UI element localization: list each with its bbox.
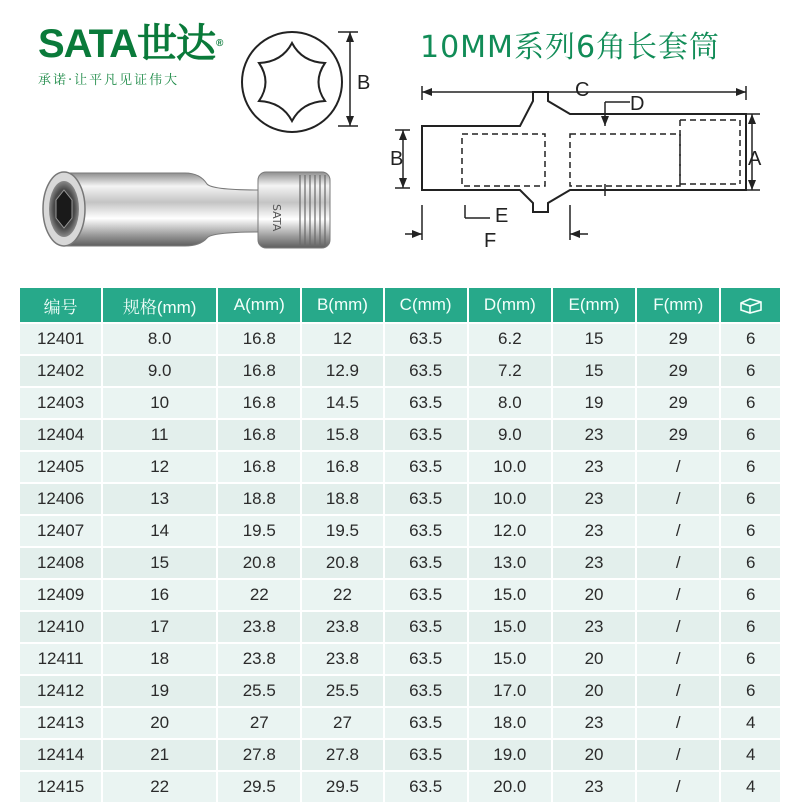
table-row	[20, 611, 780, 643]
cell-a: 16.8	[217, 355, 301, 387]
table-row	[20, 483, 780, 515]
cell-c: 63.5	[384, 387, 468, 419]
cell-d: 13.0	[468, 547, 552, 579]
cell-item-no: 12408	[20, 547, 102, 579]
cell-c: 63.5	[384, 323, 468, 355]
table-row	[20, 515, 780, 547]
cell-size: 10	[102, 387, 217, 419]
cell-f: /	[636, 579, 720, 611]
cell-d: 9.0	[468, 419, 552, 451]
cell-size: 16	[102, 579, 217, 611]
cell-a: 29.5	[217, 771, 301, 802]
cell-f: 29	[636, 387, 720, 419]
cell-b: 16.8	[301, 451, 383, 483]
table-row	[20, 707, 780, 739]
socket-image	[43, 172, 330, 248]
cell-quantity: 4	[720, 739, 780, 771]
cell-c: 63.5	[384, 771, 468, 802]
cell-e: 23	[552, 707, 636, 739]
cell-e: 20	[552, 739, 636, 771]
cell-size: 17	[102, 611, 217, 643]
cell-d: 7.2	[468, 355, 552, 387]
table-row	[20, 323, 780, 355]
cell-f: 29	[636, 355, 720, 387]
cell-a: 23.8	[217, 611, 301, 643]
cell-size: 8.0	[102, 323, 217, 355]
header-item-no: 编号	[20, 288, 102, 323]
product-illustration	[0, 0, 800, 290]
cell-f: /	[636, 451, 720, 483]
cell-c: 63.5	[384, 643, 468, 675]
cell-b: 23.8	[301, 643, 383, 675]
cell-a: 16.8	[217, 387, 301, 419]
cell-item-no: 12402	[20, 355, 102, 387]
dimension-label-a: A	[748, 148, 762, 170]
cell-f: 29	[636, 323, 720, 355]
cell-size: 21	[102, 739, 217, 771]
cell-e: 19	[552, 387, 636, 419]
cell-b: 18.8	[301, 483, 383, 515]
cell-b: 29.5	[301, 771, 383, 802]
cell-quantity: 6	[720, 419, 780, 451]
table-row	[20, 419, 780, 451]
cell-item-no: 12403	[20, 387, 102, 419]
cell-e: 20	[552, 675, 636, 707]
cell-d: 15.0	[468, 643, 552, 675]
cell-a: 16.8	[217, 323, 301, 355]
cell-d: 17.0	[468, 675, 552, 707]
cell-quantity: 6	[720, 675, 780, 707]
table-row	[20, 451, 780, 483]
cell-e: 23	[552, 419, 636, 451]
cell-c: 63.5	[384, 515, 468, 547]
cell-c: 63.5	[384, 355, 468, 387]
svg-text:SATA: SATA	[270, 204, 283, 232]
cell-item-no: 12401	[20, 323, 102, 355]
socket-technical-drawing	[395, 86, 760, 240]
cell-size: 14	[102, 515, 217, 547]
cell-quantity: 6	[720, 451, 780, 483]
cell-a: 23.8	[217, 643, 301, 675]
cell-b: 12.9	[301, 355, 383, 387]
cell-b: 14.5	[301, 387, 383, 419]
cell-c: 63.5	[384, 611, 468, 643]
cell-size: 20	[102, 707, 217, 739]
cell-c: 63.5	[384, 483, 468, 515]
dimension-label-b: B	[390, 148, 404, 170]
cell-e: 23	[552, 483, 636, 515]
cell-item-no: 12415	[20, 771, 102, 802]
cell-c: 63.5	[384, 739, 468, 771]
cell-c: 63.5	[384, 675, 468, 707]
cell-c: 63.5	[384, 707, 468, 739]
table-row	[20, 771, 780, 802]
cell-a: 20.8	[217, 547, 301, 579]
cell-item-no: 12411	[20, 643, 102, 675]
cell-e: 23	[552, 547, 636, 579]
cell-item-no: 12404	[20, 419, 102, 451]
cell-quantity: 6	[720, 643, 780, 675]
cell-d: 18.0	[468, 707, 552, 739]
cell-f: /	[636, 643, 720, 675]
header-b: B(mm)	[301, 288, 383, 323]
table-row	[20, 739, 780, 771]
cell-b: 27	[301, 707, 383, 739]
registered-mark: ®	[215, 38, 223, 49]
cell-size: 19	[102, 675, 217, 707]
table-row	[20, 547, 780, 579]
page-title: 10MM系列6角长套筒	[420, 30, 721, 65]
cell-b: 20.8	[301, 547, 383, 579]
dimension-arrows	[399, 88, 756, 238]
cell-quantity: 6	[720, 387, 780, 419]
table-row	[20, 675, 780, 707]
cell-quantity: 6	[720, 579, 780, 611]
cell-item-no: 12409	[20, 579, 102, 611]
box-icon	[738, 295, 764, 315]
cell-d: 8.0	[468, 387, 552, 419]
cell-a: 19.5	[217, 515, 301, 547]
cell-size: 22	[102, 771, 217, 802]
cell-e: 23	[552, 611, 636, 643]
cell-c: 63.5	[384, 579, 468, 611]
cell-c: 63.5	[384, 547, 468, 579]
cell-size: 18	[102, 643, 217, 675]
cell-b: 22	[301, 579, 383, 611]
cell-e: 15	[552, 323, 636, 355]
cell-b: 19.5	[301, 515, 383, 547]
cell-d: 19.0	[468, 739, 552, 771]
cell-a: 18.8	[217, 483, 301, 515]
cell-item-no: 12406	[20, 483, 102, 515]
table-row	[20, 387, 780, 419]
cell-e: 20	[552, 579, 636, 611]
cell-f: /	[636, 771, 720, 802]
dimension-label-c: C	[575, 79, 590, 101]
cell-quantity: 6	[720, 323, 780, 355]
header-e: E(mm)	[552, 288, 636, 323]
dimension-label-f: F	[484, 230, 497, 252]
cell-b: 12	[301, 323, 383, 355]
spec-table	[20, 288, 780, 802]
header-f: F(mm)	[636, 288, 720, 323]
header-size: 规格(mm)	[102, 288, 217, 323]
cell-b: 23.8	[301, 611, 383, 643]
cell-quantity: 6	[720, 483, 780, 515]
cell-f: /	[636, 675, 720, 707]
table-row	[20, 643, 780, 675]
cell-e: 15	[552, 355, 636, 387]
table-header-row	[20, 288, 780, 323]
cell-a: 25.5	[217, 675, 301, 707]
dimension-label-d: D	[630, 93, 645, 115]
header-c: C(mm)	[384, 288, 468, 323]
cell-f: /	[636, 707, 720, 739]
table-row	[20, 579, 780, 611]
hex-end-view	[242, 32, 370, 132]
cell-e: 20	[552, 643, 636, 675]
cell-c: 63.5	[384, 451, 468, 483]
cell-d: 15.0	[468, 579, 552, 611]
table-row	[20, 355, 780, 387]
cell-e: 23	[552, 515, 636, 547]
cell-f: /	[636, 739, 720, 771]
cell-item-no: 12412	[20, 675, 102, 707]
cell-a: 16.8	[217, 419, 301, 451]
cell-a: 27	[217, 707, 301, 739]
cell-f: /	[636, 547, 720, 579]
cell-size: 13	[102, 483, 217, 515]
cell-item-no: 12413	[20, 707, 102, 739]
cell-quantity: 4	[720, 707, 780, 739]
cell-d: 6.2	[468, 323, 552, 355]
cell-d: 10.0	[468, 451, 552, 483]
cell-c: 63.5	[384, 419, 468, 451]
cell-size: 11	[102, 419, 217, 451]
cell-d: 12.0	[468, 515, 552, 547]
cell-b: 27.8	[301, 739, 383, 771]
cell-f: /	[636, 611, 720, 643]
cell-b: 25.5	[301, 675, 383, 707]
cell-size: 15	[102, 547, 217, 579]
header-d: D(mm)	[468, 288, 552, 323]
cell-quantity: 6	[720, 547, 780, 579]
brand-slogan: 承诺·让平凡见证伟大	[38, 73, 180, 88]
cell-e: 23	[552, 451, 636, 483]
cell-d: 15.0	[468, 611, 552, 643]
cell-a: 27.8	[217, 739, 301, 771]
cell-a: 22	[217, 579, 301, 611]
header-package	[720, 288, 780, 323]
cell-b: 15.8	[301, 419, 383, 451]
logo-text: SATA世达	[38, 22, 215, 66]
cell-quantity: 6	[720, 515, 780, 547]
cell-item-no: 12410	[20, 611, 102, 643]
cell-quantity: 6	[720, 355, 780, 387]
cell-f: /	[636, 483, 720, 515]
cell-size: 9.0	[102, 355, 217, 387]
header-a: A(mm)	[217, 288, 301, 323]
cell-quantity: 4	[720, 771, 780, 802]
cell-f: 29	[636, 419, 720, 451]
cell-a: 16.8	[217, 451, 301, 483]
cell-quantity: 6	[720, 611, 780, 643]
cell-f: /	[636, 515, 720, 547]
cell-item-no: 12405	[20, 451, 102, 483]
cell-size: 12	[102, 451, 217, 483]
cell-d: 20.0	[468, 771, 552, 802]
dimension-label-e: E	[495, 205, 509, 227]
cell-e: 23	[552, 771, 636, 802]
cell-item-no: 12407	[20, 515, 102, 547]
dimension-label-b-top: B	[357, 72, 371, 94]
cell-d: 10.0	[468, 483, 552, 515]
cell-item-no: 12414	[20, 739, 102, 771]
